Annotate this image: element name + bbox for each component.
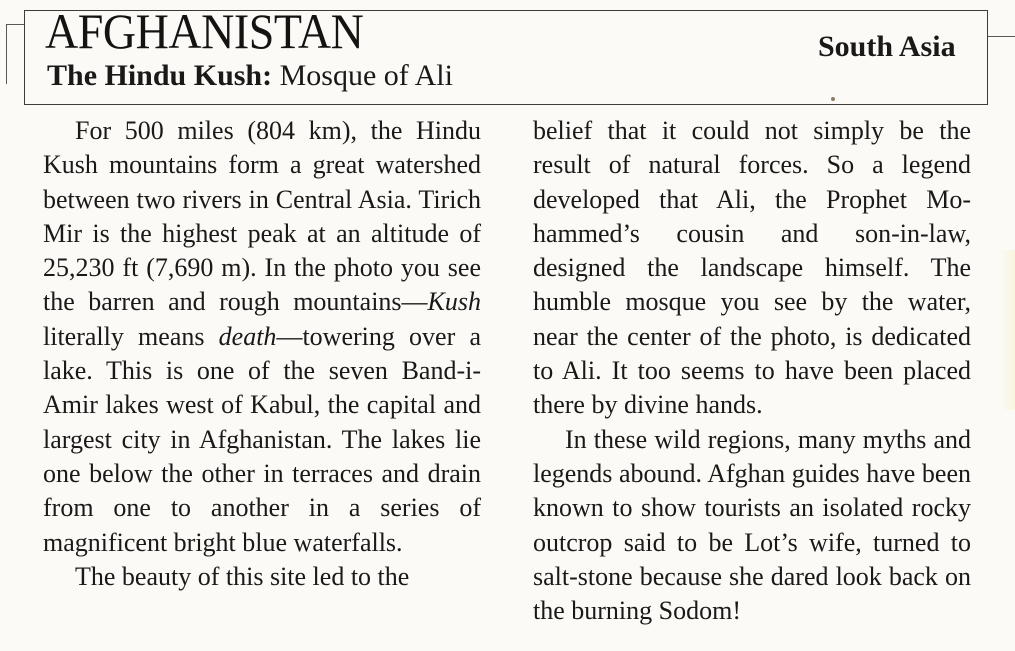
paper-speck — [831, 97, 835, 101]
paragraph-1-text-b: literally means — [43, 321, 219, 351]
paper-edge-stain — [1000, 250, 1015, 410]
region-label: South Asia — [818, 30, 956, 63]
paragraph-1 — [43, 114, 481, 560]
subtitle-rest: Mosque of Ali — [272, 59, 453, 92]
paragraph-1-text-a: For 500 miles (804 km), the Hindu Kush mountains form a great watershed between two rivers in Central Asia. Tirich Mir is the highest peak at an altitude of 25,230 ft (7,690 m). In the photo you see the barren and rough mountains— — [43, 116, 481, 317]
page-subtitle — [47, 61, 453, 91]
paragraph-1-text-c: —towering over a lake. This is one of the seven Band-i-Amir lakes west of Kabul, the capital and largest city in Afghanistan. The lakes lie one below the other in terraces and drain from one to another in a series of magnificent bright blue waterfalls. — [43, 321, 481, 557]
paragraph-3: In these wild regions, many myths and legends abound. Afghan guides have been known to show tourists an isolated rocky outcrop said to be Lot’s wife, turned to salt-stone because she dared look back on the burning Sodom! — [533, 424, 971, 626]
kush-italic: Kush — [427, 287, 481, 317]
left-column — [43, 114, 481, 594]
right-rule — [988, 36, 1015, 37]
paragraph-2-continued: belief that it could not simply be the result of natural forces. So a legend developed that Ali, the Prophet Mohammed’s cousin and son-in-law, designed the landscape himself. The humble mosque you see by the water, near the center of the photo, is dedicated to Ali. It too seems to have been placed there by divine hands. — [533, 116, 971, 420]
death-italic: death — [218, 321, 277, 351]
left-rule — [6, 24, 24, 25]
page-title: AFGHANISTAN — [45, 3, 364, 59]
left-rule-vertical — [6, 24, 7, 84]
right-column — [533, 114, 971, 628]
paragraph-2-start: The beauty of this site led to the — [75, 561, 410, 591]
subtitle-bold: The Hindu Kush: — [47, 59, 273, 92]
